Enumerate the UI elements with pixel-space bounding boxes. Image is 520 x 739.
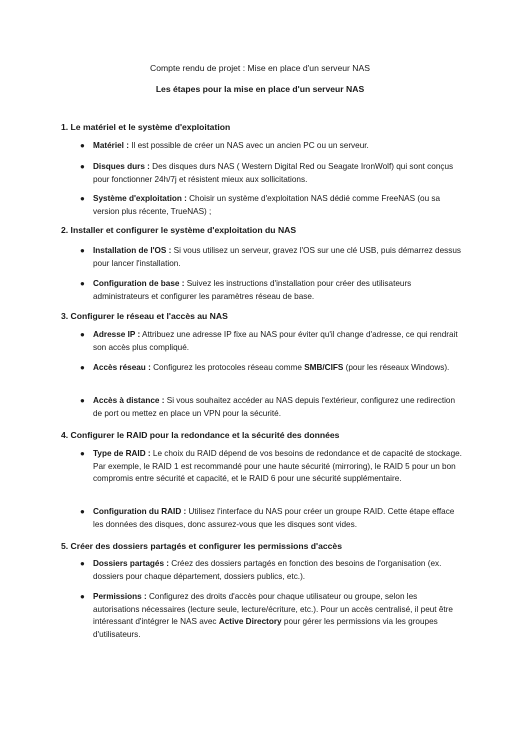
item-text: (pour les réseaux Windows). bbox=[343, 363, 450, 372]
item-label: Type de RAID : bbox=[93, 449, 151, 458]
item-text: Configurez les protocoles réseau comme bbox=[150, 363, 305, 372]
bullet-icon: ● bbox=[80, 162, 85, 171]
item-text: Suivez les instructions d'installation pour créer des utilisateurs administrateurs et configurer les paramètres réseau de base. bbox=[93, 279, 412, 301]
item-text: Attribuez une adresse IP fixe au NAS pour éviter qu'il change d'adresse, ce qui rendrait son accès plus compliqué. bbox=[93, 330, 458, 352]
bullet-icon: ● bbox=[80, 246, 85, 255]
item-text: Si vous utilisez un serveur, gravez l'OS sur une clé USB, puis démarrez dessus pour lancer l'installation. bbox=[93, 246, 461, 268]
item-text: Configurez des droits d'accès pour chaque utilisateur ou groupe, selon les autorisations nécessaires (lecture seule, lecture/écriture, etc.). Pour un accès centralisé, il peut être intéressant d'intégrer le NAS avec bbox=[93, 592, 453, 627]
item-emphasis: Active Directory bbox=[218, 617, 282, 627]
bullet-icon: ● bbox=[80, 396, 85, 405]
item-text: Il est possible de créer un NAS avec un ancien PC ou un serveur. bbox=[128, 141, 369, 150]
section-3-heading: 3. Configurer le réseau et l'accès au NAS bbox=[61, 311, 228, 321]
item-label: Configuration de base : bbox=[93, 279, 185, 288]
list-item bbox=[80, 506, 463, 531]
bullet-icon: ● bbox=[80, 141, 85, 150]
list-item bbox=[80, 278, 463, 303]
section-2-heading: 2. Installer et configurer le système d'exploitation du NAS bbox=[61, 225, 297, 235]
bullet-icon: ● bbox=[80, 559, 85, 568]
list-item bbox=[80, 558, 463, 583]
item-text: Si vous souhaitez accéder au NAS depuis l'extérieur, configurez une redirection de port ou mettez en place un VPN pour la sécurité. bbox=[93, 396, 456, 418]
bullet-icon: ● bbox=[80, 592, 85, 601]
item-label: Accès réseau : bbox=[93, 363, 151, 372]
list-item bbox=[80, 161, 463, 186]
item-label: Configuration du RAID : bbox=[93, 507, 187, 516]
list-item bbox=[80, 362, 463, 375]
bullet-icon: ● bbox=[80, 507, 85, 516]
item-emphasis: SMB/CIFS bbox=[304, 363, 344, 372]
item-label: Dossiers partagés : bbox=[93, 559, 169, 568]
bullet-icon: ● bbox=[80, 194, 85, 203]
item-label: Système d'exploitation : bbox=[93, 194, 187, 203]
list-item bbox=[80, 329, 463, 354]
section-5-heading: 5. Créer des dossiers partagés et configurer les permissions d'accès bbox=[61, 541, 342, 551]
list-item bbox=[80, 140, 463, 153]
document-subtitle: Les étapes pour la mise en place d'un serveur NAS bbox=[155, 84, 365, 94]
list-item bbox=[80, 591, 463, 641]
item-label: Adresse IP : bbox=[93, 330, 141, 339]
item-text: Utilisez l'interface du NAS pour créer un groupe RAID. Cette étape efface les données des disques, donc assurez-vous que les disques sont vides. bbox=[93, 507, 455, 529]
item-text: pour gérer les permissions via les groupes d'utilisateurs. bbox=[93, 617, 438, 639]
list-item bbox=[80, 245, 463, 270]
bullet-icon: ● bbox=[80, 279, 85, 288]
section-1-heading: 1. Le matériel et le système d'exploitation bbox=[61, 122, 231, 132]
section-4-heading: 4. Configurer le RAID pour la redondance et la sécurité des données bbox=[61, 430, 340, 440]
item-label: Installation de l'OS : bbox=[93, 246, 172, 255]
bullet-icon: ● bbox=[80, 449, 85, 458]
item-label: Permissions : bbox=[93, 592, 147, 601]
document-title: Compte rendu de projet : Mise en place d'un serveur NAS bbox=[150, 63, 370, 73]
item-text: Choisir un système d'exploitation NAS dédié comme FreeNAS (ou sa version plus récente, TrueNAS) ; bbox=[93, 194, 441, 216]
item-label: Matériel : bbox=[93, 141, 129, 150]
bullet-icon: ● bbox=[80, 330, 85, 339]
item-label: Disques durs : bbox=[93, 162, 150, 171]
list-item bbox=[80, 193, 463, 218]
item-text: Des disques durs NAS ( Western Digital Red ou Seagate IronWolf) qui sont conçus pour fonctionner 24h/7j et résistent mieux aux sollicitations. bbox=[93, 162, 454, 184]
item-label: Accès à distance : bbox=[93, 396, 165, 405]
bullet-icon: ● bbox=[80, 363, 85, 372]
item-text: Créez des dossiers partagés en fonction des besoins de l'organisation (ex. dossiers pour chaque département, dossiers publics, etc.). bbox=[93, 559, 442, 581]
list-item bbox=[80, 395, 463, 420]
list-item bbox=[80, 448, 463, 486]
item-text: Le choix du RAID dépend de vos besoins de redondance et de capacité de stockage. Par exemple, le RAID 1 est recommandé pour une haute sécurité (mirroring), le RAID 5 pour un bon compromis entre sécurité et capacité, et le RAID 6 pour une sécurité supplémentaire. bbox=[93, 449, 462, 484]
